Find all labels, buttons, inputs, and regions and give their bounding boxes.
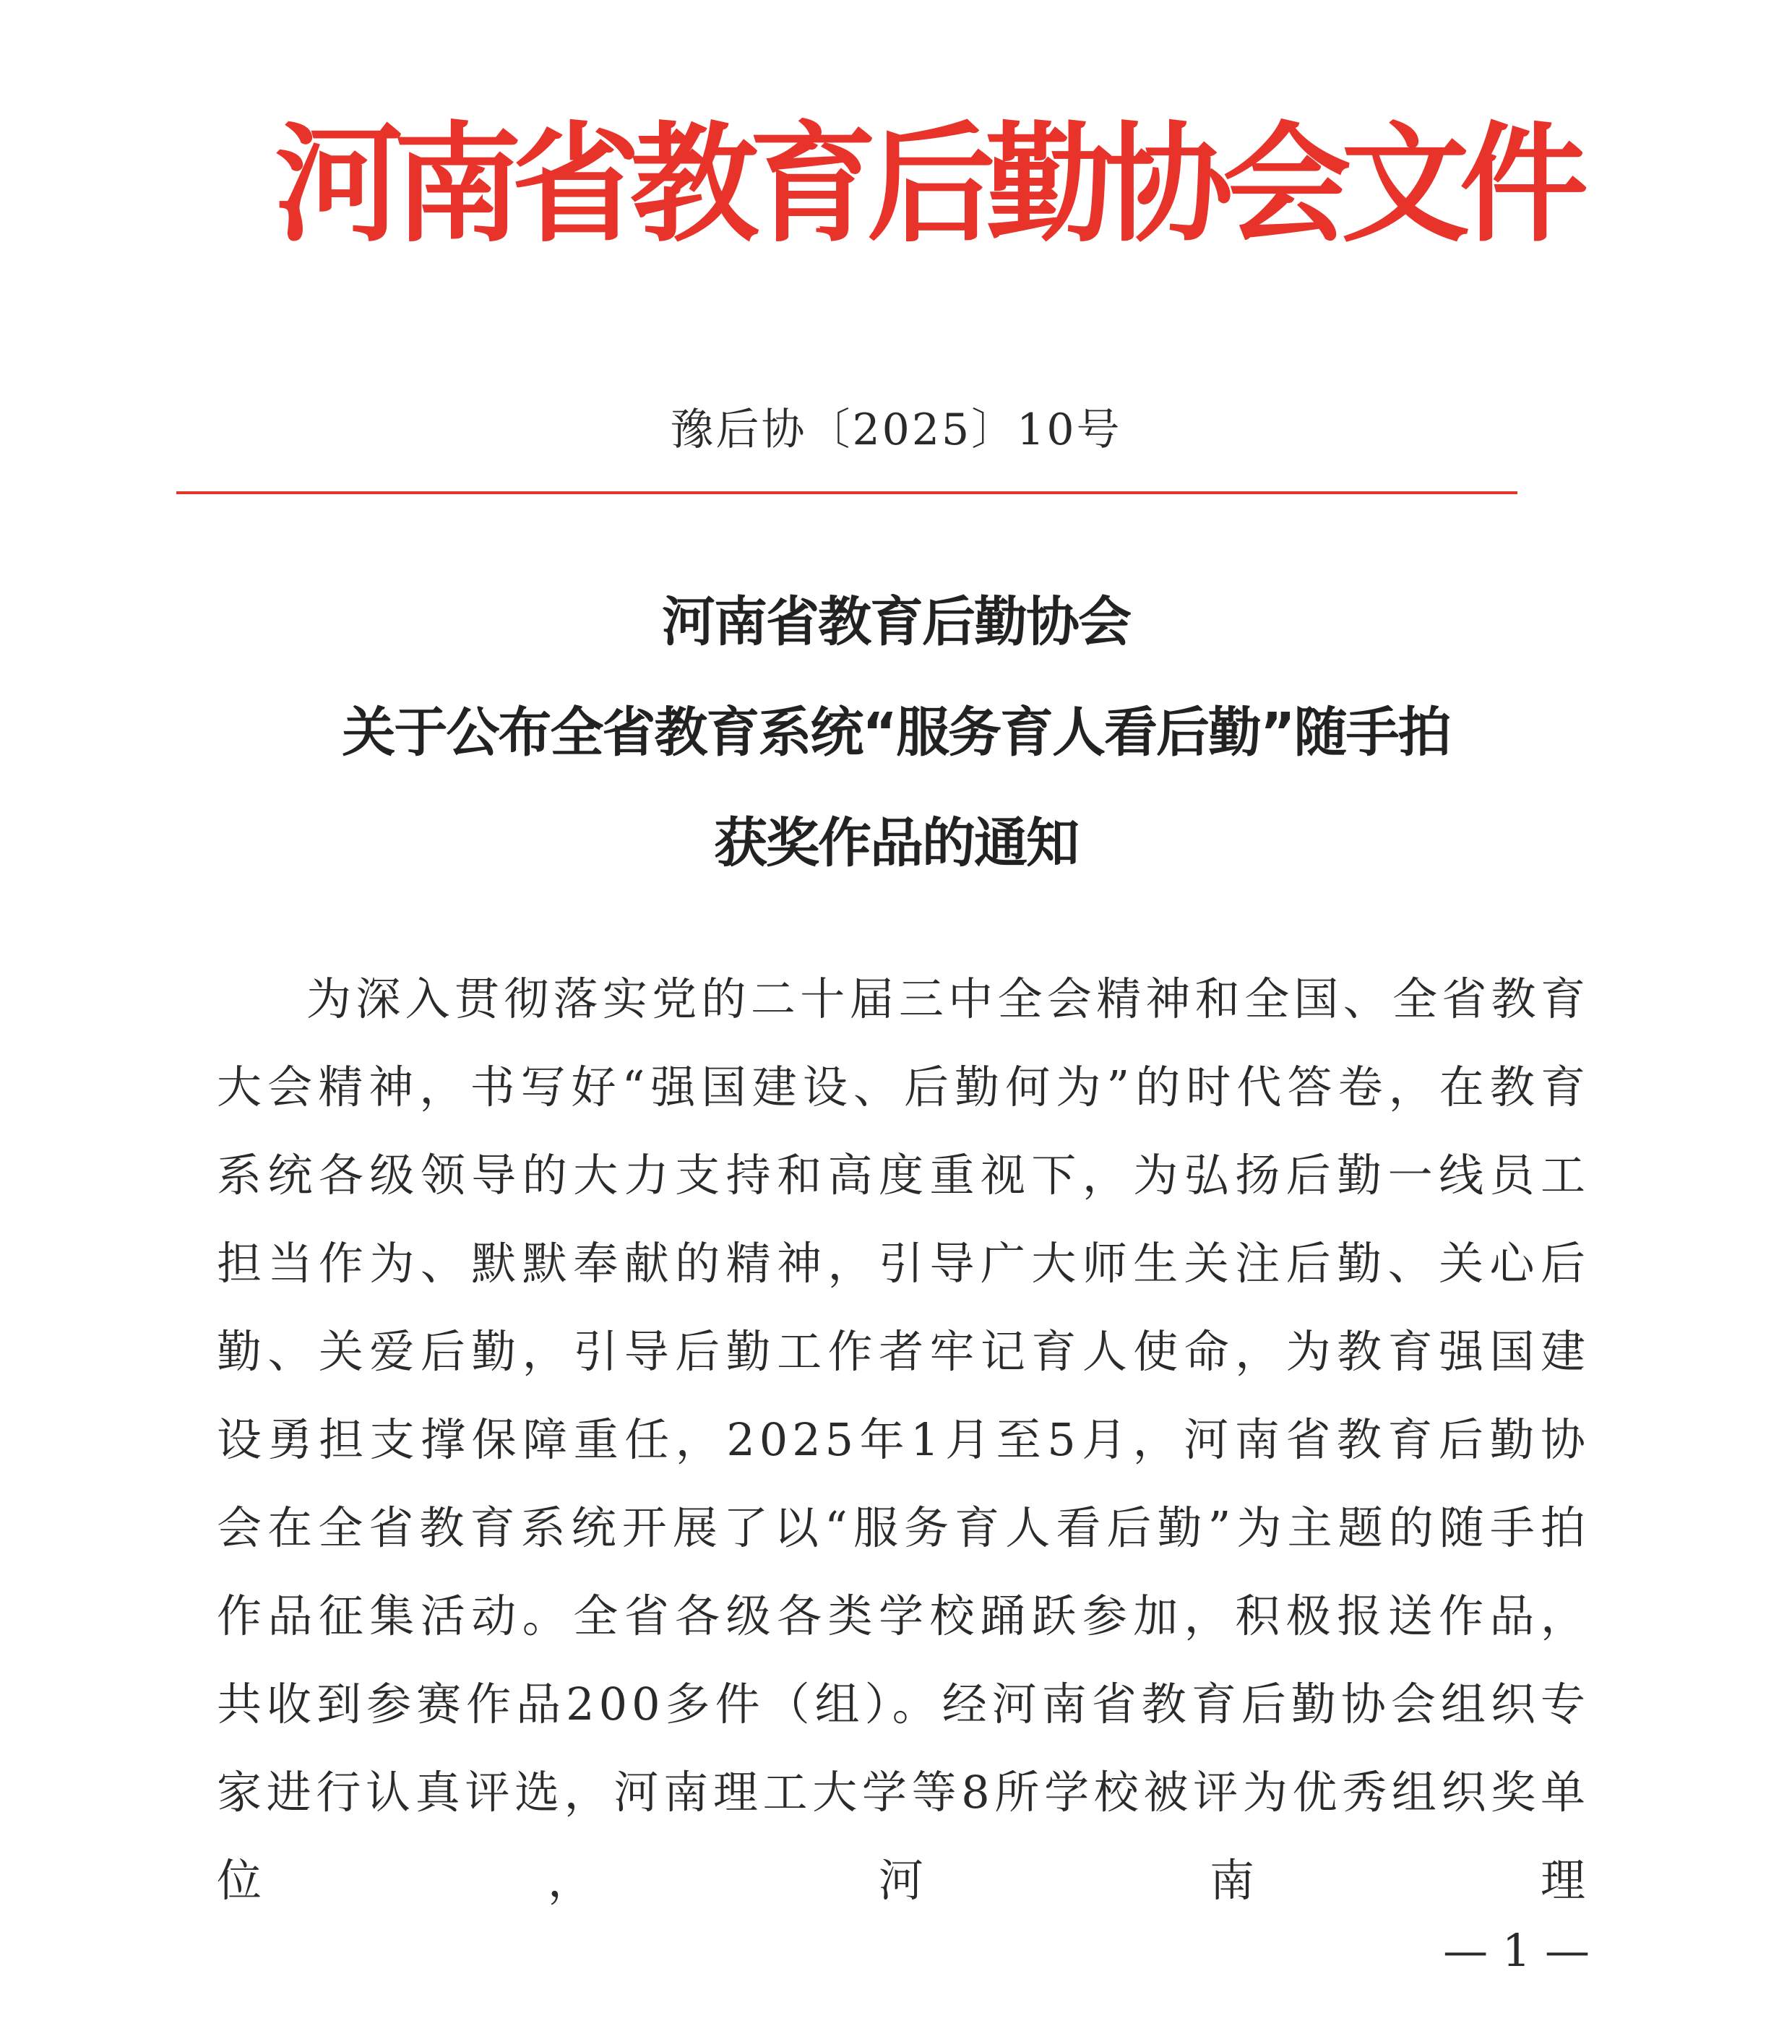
notice-title-line-2: 关于公布全省教育系统“服务育人看后勤”随手拍	[342, 702, 1450, 764]
body-paragraph: 为深入贯彻落实党的二十届三中全会精神和全国、全省教育大会精神，书写好“强国建设、后勤何为”的时代答卷，在教育系统各级领导的大力支持和高度重视下，为弘扬后勤一线员工担当作为、默默奉献的精神，引导广大师生关注后勤、关心后勤、关爱后勤，引导后勤工作者牢记育人使命，为教育强国建设勇担支撑保障重任，2025年1月至5月，河南省教育后勤协会在全省教育系统开展了以“服务育人看后勤”为主题的随手拍作品征集活动。全省各级各类学校踊跃参加，积极报送作品，共收到参赛作品200多件（组）。经河南省教育后勤协会组织专家进行认真评选，河南理工大学等8所学校被评为优秀组织奖单位，河南理	[217, 973, 1590, 1907]
notice-title	[0, 567, 1792, 899]
red-divider	[176, 491, 1517, 494]
document-header-title: 河南省教育后勤协会文件	[275, 108, 1578, 259]
page-number: — 1 —	[1443, 1924, 1590, 1977]
notice-title-line-1: 河南省教育后勤协会	[662, 591, 1130, 653]
notice-title-line-3: 获奖作品的通知	[714, 812, 1078, 874]
document-number: 豫后协〔2025〕10号	[670, 405, 1122, 455]
